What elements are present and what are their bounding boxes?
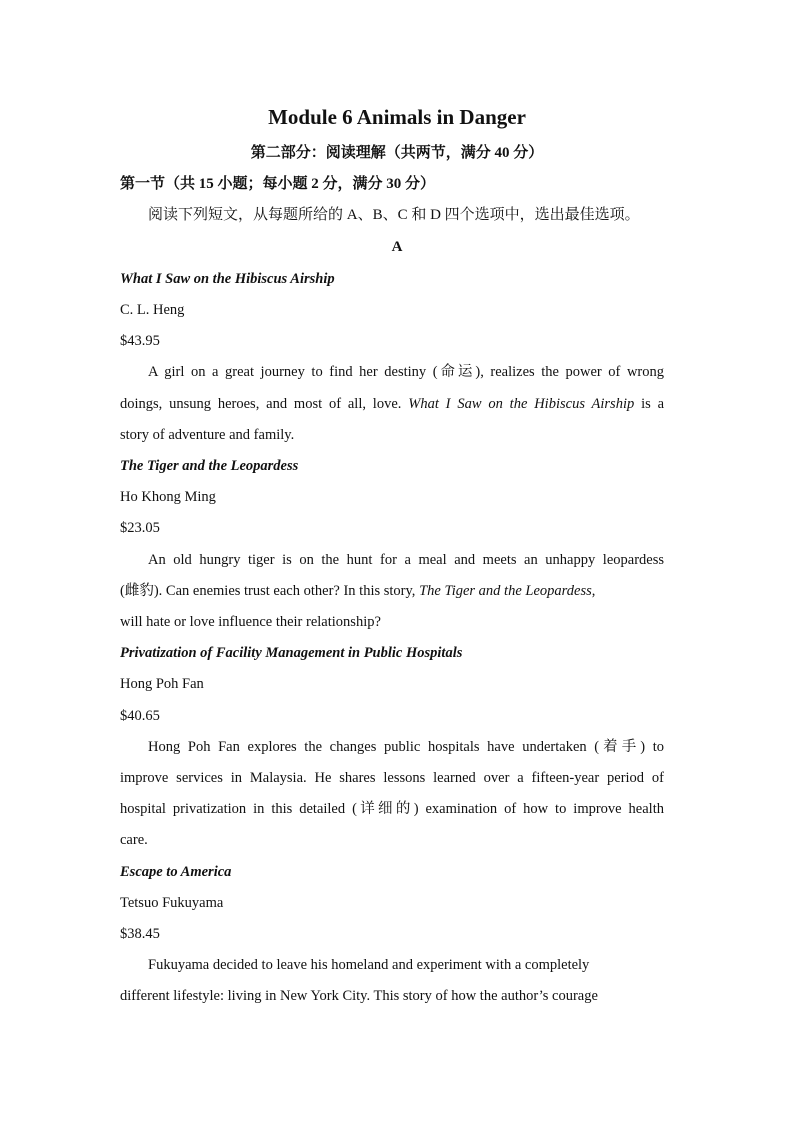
book-price: $43.95 <box>120 333 160 349</box>
book-description-line: Fukuyama decided to leave his homeland and experiment with a completely <box>148 957 590 973</box>
book-author: Tetsuo Fukuyama <box>120 895 224 911</box>
instructions: 阅读下列短文，从每题所给的 A、B、C 和 D 四个选项中，选出最佳选项。 <box>148 207 640 223</box>
book-description-line: story of adventure and family. <box>120 427 295 443</box>
book-price: $40.65 <box>120 708 160 724</box>
book-price: $38.45 <box>120 926 160 942</box>
book-description-line: hospital privatization in this detailed (详细的) examination of how to improve health <box>120 801 664 817</box>
book-title: The Tiger and the Leopardess <box>120 458 299 474</box>
part-heading: 第二部分：阅读理解（共两节，满分 40 分） <box>250 145 544 161</box>
book-title: What I Saw on the Hibiscus Airship <box>120 271 335 287</box>
book-description-line: Hong Poh Fan explores the changes public hospitals have undertaken (着手) to <box>148 739 664 755</box>
book-description-line: A girl on a great journey to find her destiny (命运), realizes the power of wrong <box>148 364 664 380</box>
book-author: Hong Poh Fan <box>120 676 204 692</box>
book-description-line: care. <box>120 832 148 848</box>
passage-label: A <box>391 239 403 255</box>
book-author: C. L. Heng <box>120 302 185 318</box>
book-description-line: will hate or love influence their relationship? <box>120 614 381 630</box>
inline-book-title: The Tiger and the Leopardess <box>419 583 592 599</box>
book-author: Ho Khong Ming <box>120 489 216 505</box>
book-title: Escape to America <box>120 864 232 880</box>
book-description-line: An old hungry tiger is on the hunt for a meal and meets an unhappy leopardess <box>148 552 664 568</box>
page-title: Module 6 Animals in Danger <box>268 105 526 129</box>
book-price: $23.05 <box>120 520 160 536</box>
book-description-line: (雌豹). Can enemies trust each other? In this story, The Tiger and the Leopardess, <box>120 583 596 599</box>
book-description-line: doings, unsung heroes, and most of all, love. What I Saw on the Hibiscus Airship is a <box>120 396 665 412</box>
book-title: Privatization of Facility Management in Public Hospitals <box>120 645 463 661</box>
book-description-line: improve services in Malaysia. He shares lessons learned over a fifteen-year period of <box>120 770 664 786</box>
section-heading: 第一节（共 15 小题；每小题 2 分，满分 30 分） <box>120 176 436 192</box>
inline-book-title: What I Saw on the Hibiscus Airship <box>408 396 635 412</box>
book-description-line: different lifestyle: living in New York City. This story of how the author’s courage <box>120 988 598 1004</box>
